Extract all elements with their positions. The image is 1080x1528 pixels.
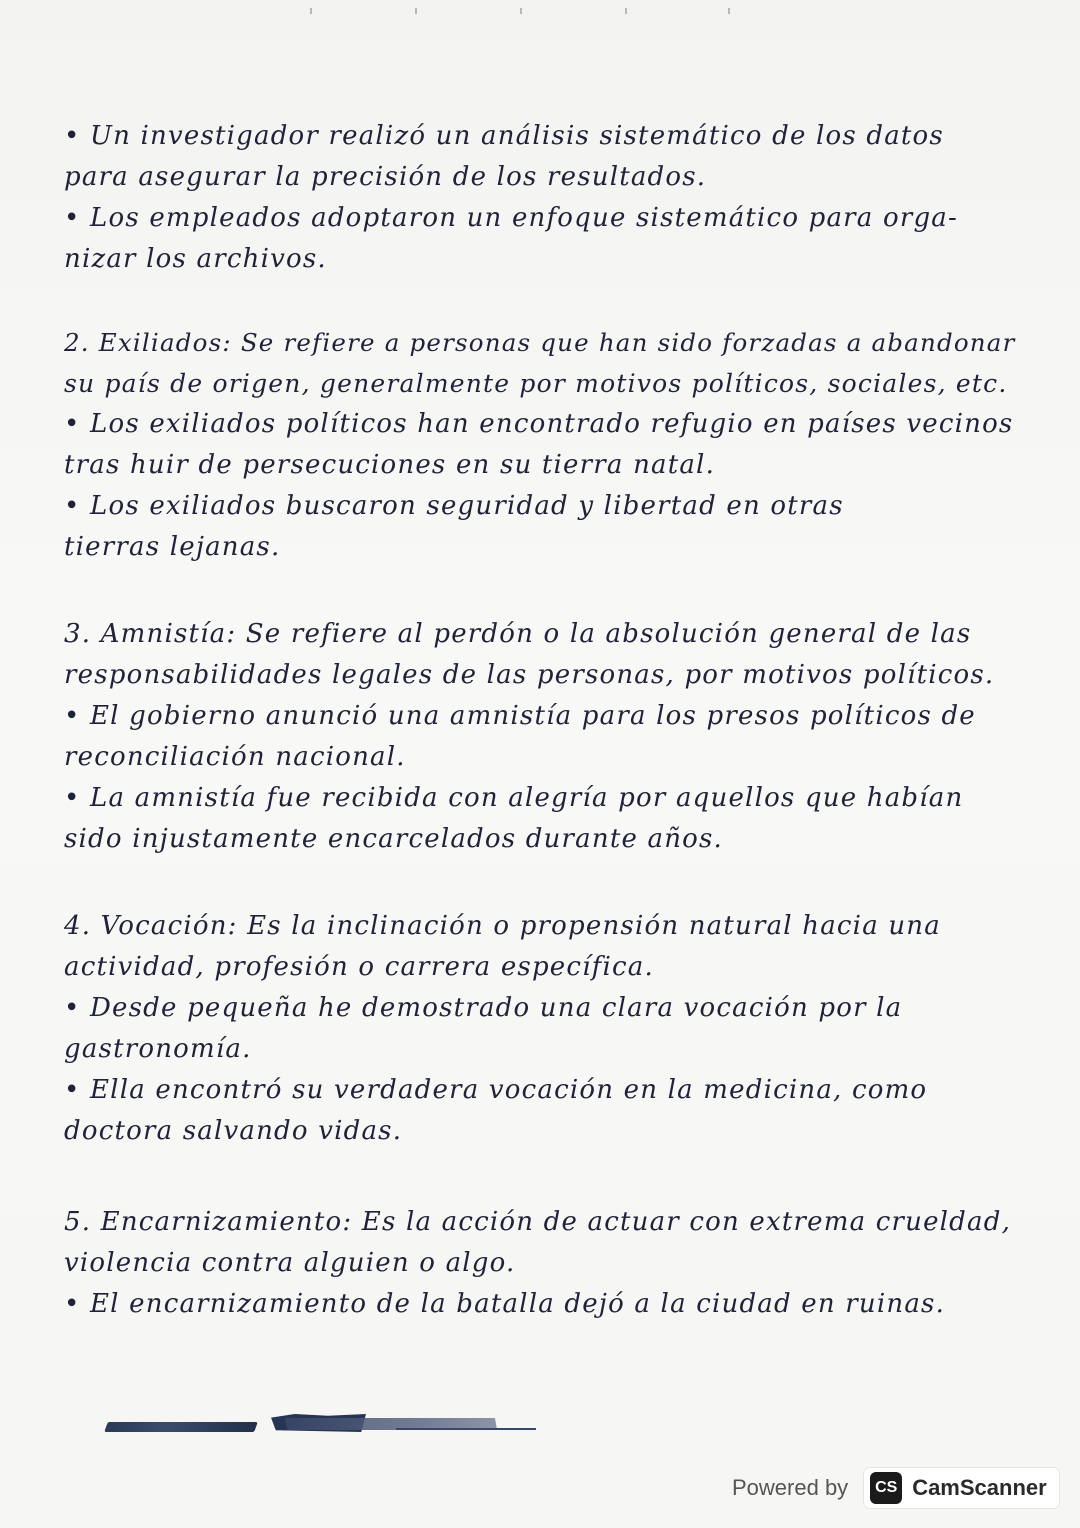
note-line: • El encarnizamiento de la batalla dejó a la ciudad en ruinas.: [64, 1289, 946, 1319]
term-heading: 3. Amnistía: Se refiere al perdón o la absolución general de las: [64, 619, 972, 649]
handwritten-notes: [64, 116, 1024, 1325]
note-line: • Un investigador realizó un análisis sistemático de los datos: [64, 121, 944, 151]
note-line: tierras lejanas.: [64, 532, 281, 562]
note-line: sido injustamente encarcelados durante años.: [64, 824, 724, 854]
note-line: tras huir de persecuciones en su tierra natal.: [64, 450, 716, 480]
note-line: para asegurar la precisión de los resultados.: [64, 162, 707, 192]
note-line: doctora salvando vidas.: [64, 1116, 403, 1146]
camscanner-watermark: [732, 1466, 1059, 1510]
term-heading: 4. Vocación: Es la inclinación o propensión natural hacia una: [64, 911, 941, 941]
note-line: • Los exiliados buscaron seguridad y libertad en otras: [64, 491, 844, 521]
section-vocacion: [64, 906, 1024, 1152]
note-line: violencia contra alguien o algo.: [64, 1248, 516, 1278]
camscanner-brand: CamScanner: [912, 1475, 1047, 1500]
term-heading: 2. Exiliados: Se refiere a personas que han sido forzadas a abandonar: [64, 328, 1016, 357]
section-amnistia: [64, 614, 1024, 860]
note-line: • El gobierno anunció una amnistía para los presos políticos de: [64, 701, 976, 731]
note-line: su país de origen, generalmente por motivos políticos, sociales, etc.: [64, 369, 1008, 398]
section-sistematico: [64, 116, 1024, 280]
note-line: actividad, profesión o carrera específica.: [64, 952, 654, 982]
note-line: • Los empleados adoptaron un enfoque sistemático para orga-: [64, 203, 958, 233]
camscanner-icon: CS: [870, 1472, 902, 1504]
note-line: reconciliación nacional.: [64, 742, 406, 772]
scan-edge-marks: [310, 8, 730, 16]
powered-by-label: Powered by: [732, 1475, 849, 1500]
note-line: nizar los archivos.: [64, 244, 327, 274]
torn-paper-scrap: [106, 1412, 536, 1436]
camscanner-badge: [864, 1468, 1059, 1508]
section-exiliados: [64, 322, 1024, 568]
note-line: • La amnistía fue recibida con alegría por aquellos que habían: [64, 783, 964, 813]
section-encarnizamiento: [64, 1202, 1024, 1325]
note-line: responsabilidades legales de las personas, por motivos políticos.: [64, 660, 995, 690]
note-line: • Ella encontró su verdadera vocación en la medicina, como: [64, 1075, 928, 1105]
note-line: gastronomía.: [64, 1034, 252, 1064]
note-line: • Desde pequeña he demostrado una clara vocación por la: [64, 993, 903, 1023]
term-heading: 5. Encarnizamiento: Es la acción de actuar con extrema crueldad,: [64, 1207, 1012, 1237]
note-line: • Los exiliados políticos han encontrado refugio en países vecinos: [64, 409, 1014, 439]
